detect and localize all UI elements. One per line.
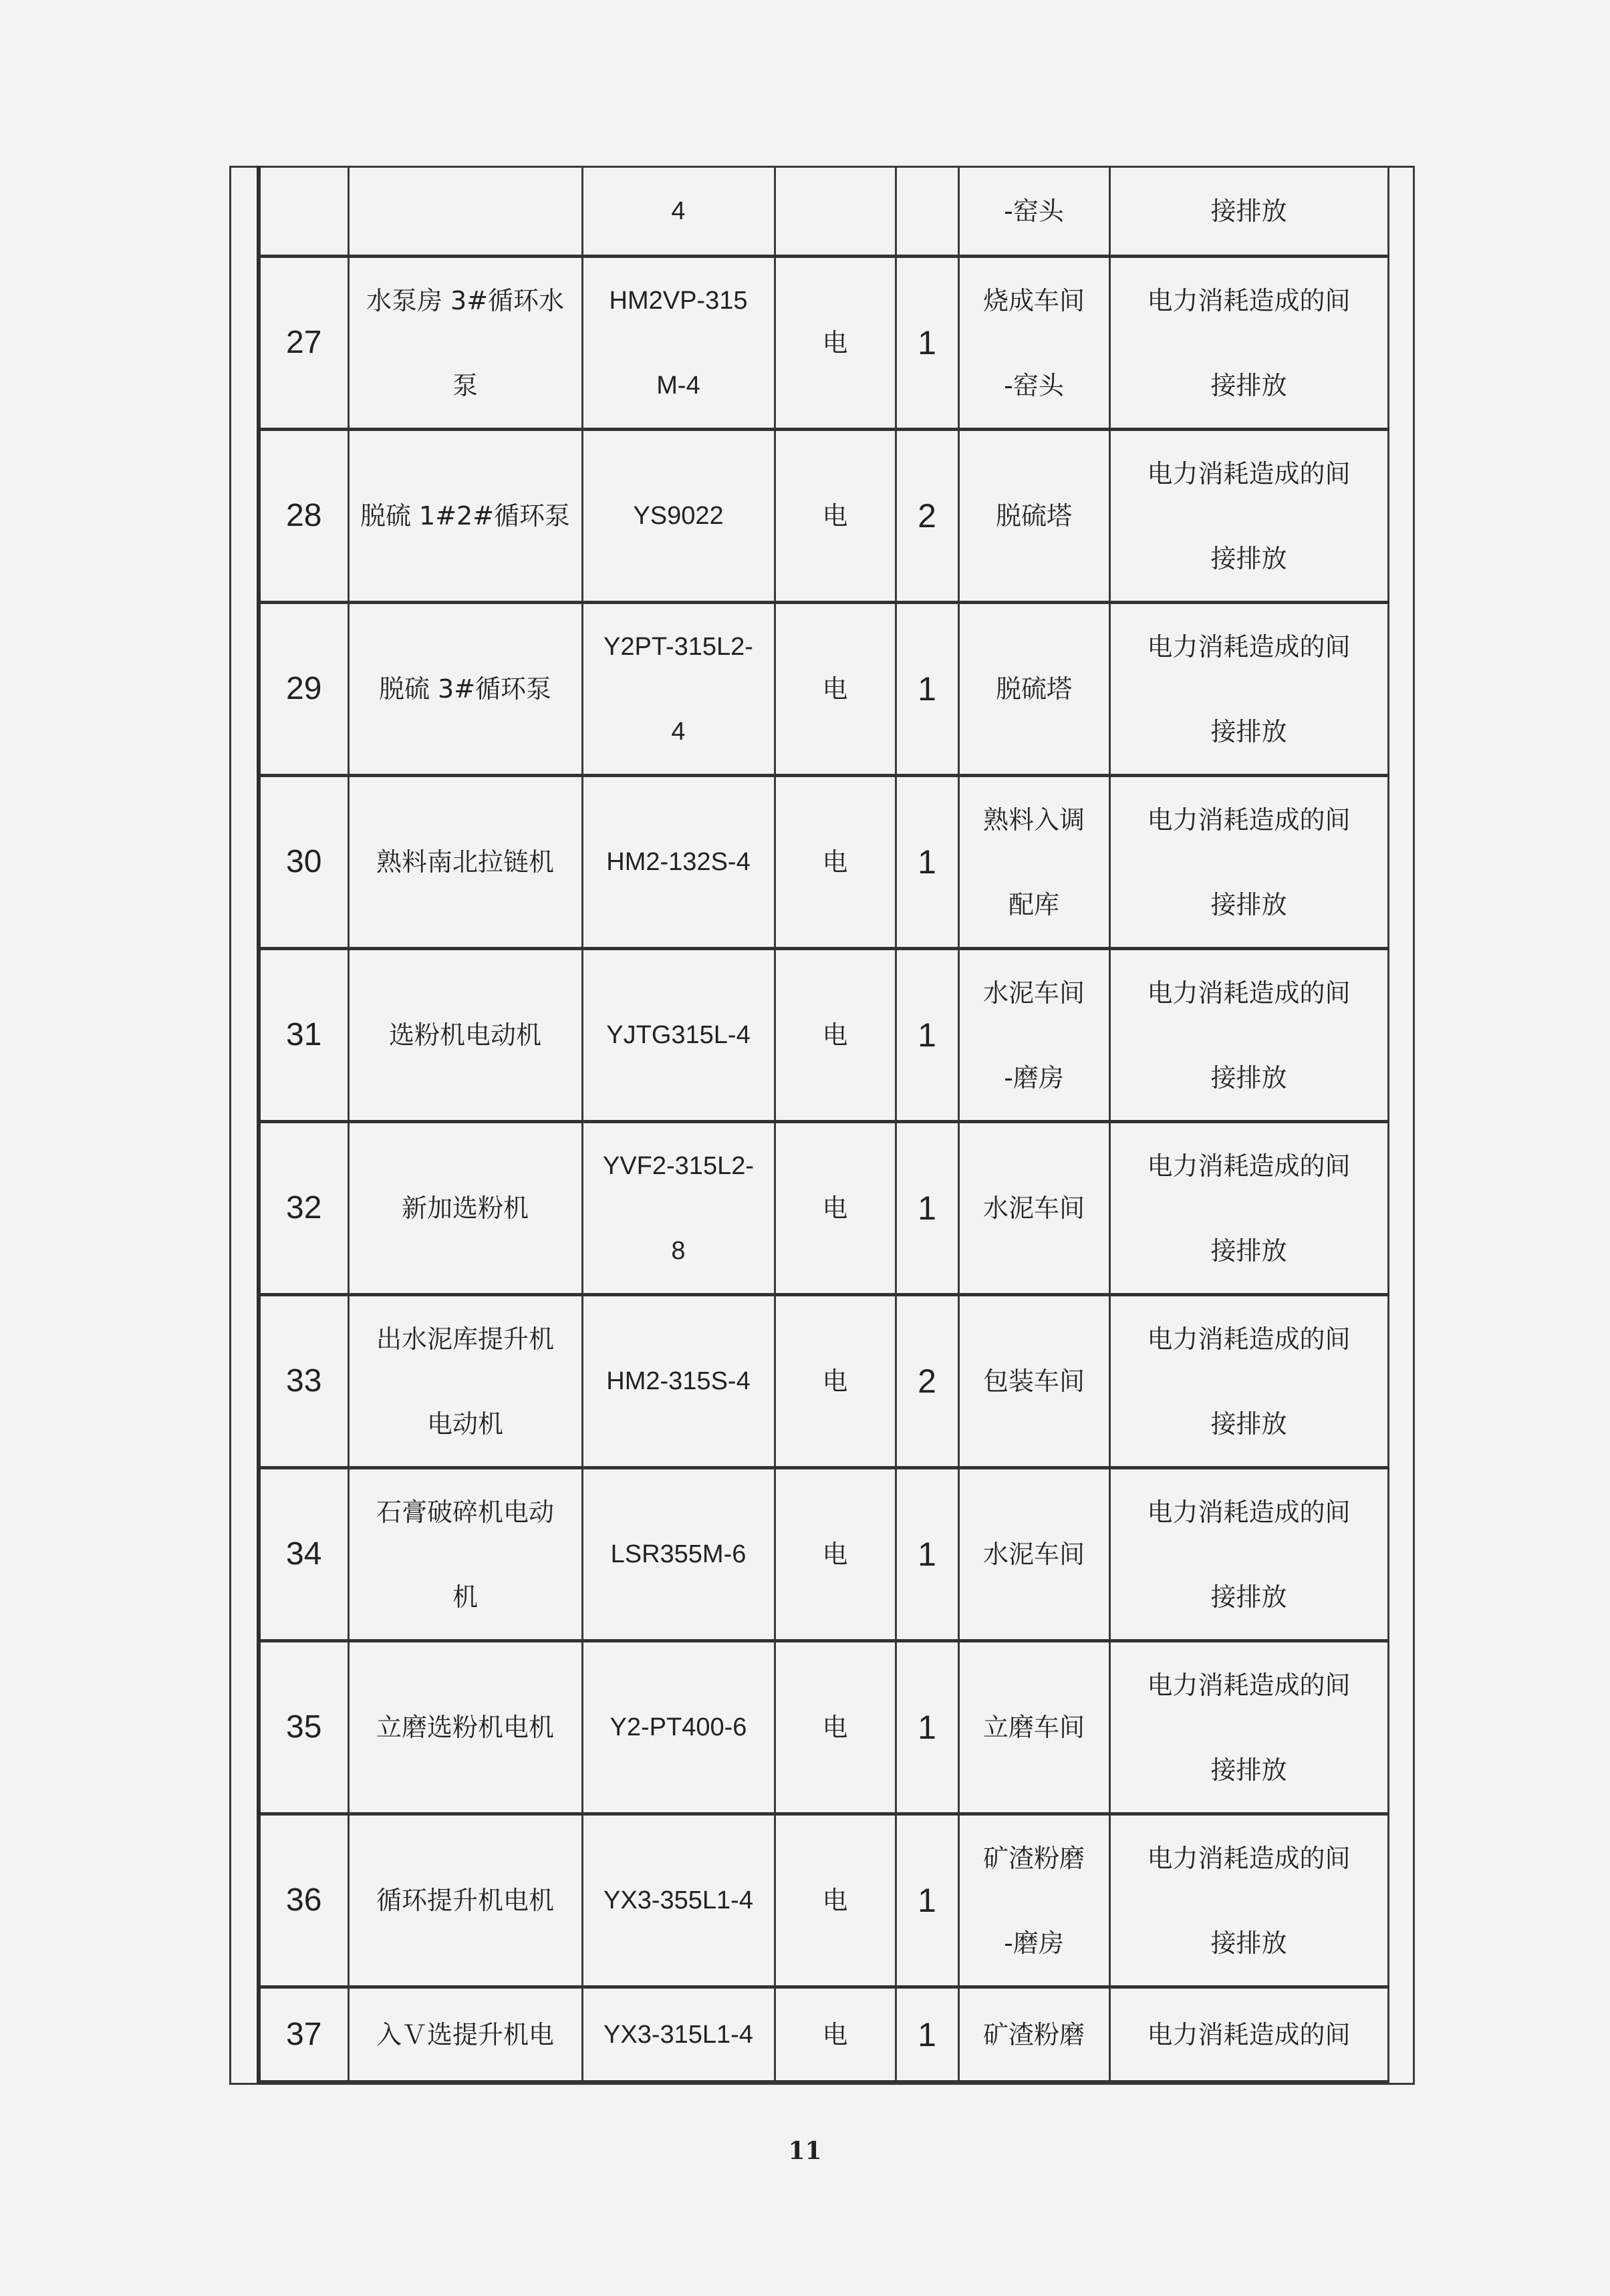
energy-type xyxy=(775,603,896,776)
location xyxy=(958,776,1109,949)
equipment-name-line: 脱硫 1#2#循环泵 xyxy=(360,501,571,531)
energy-type-line: 电 xyxy=(822,1193,848,1223)
location xyxy=(958,1468,1109,1641)
equipment-model xyxy=(582,776,775,949)
row-number xyxy=(259,603,348,776)
equipment-name-line: 立磨选粉机电机 xyxy=(376,1713,554,1742)
equipment-model-line: M-4 xyxy=(656,371,700,400)
equipment-name xyxy=(348,257,582,430)
row-number xyxy=(259,167,348,257)
energy-type xyxy=(775,776,896,949)
emission-type-line: 电力消耗造成的间 xyxy=(1147,1670,1351,1700)
emission-type-line: 电力消耗造成的间 xyxy=(1147,1151,1351,1181)
quantity-line: 1 xyxy=(918,843,936,881)
quantity xyxy=(896,603,958,776)
quantity-line: 1 xyxy=(918,1882,936,1919)
equipment-name-line: 泵 xyxy=(452,370,478,400)
table-row xyxy=(259,1814,1388,1987)
equipment-model-line: YVF2-315L2- xyxy=(602,1151,754,1180)
quantity xyxy=(896,949,958,1122)
equipment-name xyxy=(348,603,582,776)
equipment-name-line: 脱硫 3#循环泵 xyxy=(378,674,552,704)
equipment-name xyxy=(348,1295,582,1468)
energy-type-line: 电 xyxy=(822,1886,848,1915)
quantity-line: 2 xyxy=(918,497,936,535)
quantity xyxy=(896,257,958,430)
location xyxy=(958,1641,1109,1814)
equipment-model-line: HM2VP-315 xyxy=(609,286,748,315)
energy-type-line: 电 xyxy=(822,2019,848,2049)
emission-type xyxy=(1109,1814,1388,1987)
location-line: 水泥车间 xyxy=(982,1193,1085,1223)
location-line: 立磨车间 xyxy=(982,1713,1085,1742)
equipment-model xyxy=(582,167,775,257)
equipment-name xyxy=(348,167,582,257)
row-number-line: 34 xyxy=(286,1536,322,1572)
location-line: 水泥车间 xyxy=(982,978,1085,1008)
row-number xyxy=(259,1295,348,1468)
row-number-line: 28 xyxy=(286,498,322,533)
quantity-line: 1 xyxy=(918,1536,936,1573)
energy-type xyxy=(775,1295,896,1468)
equipment-model xyxy=(582,257,775,430)
energy-type xyxy=(775,1468,896,1641)
equipment-model xyxy=(582,1122,775,1295)
row-number xyxy=(259,1122,348,1295)
emission-type-line: 接排放 xyxy=(1210,716,1287,746)
emission-type-line: 接排放 xyxy=(1210,1928,1287,1958)
table-row xyxy=(259,776,1388,949)
emission-type-line: 接排放 xyxy=(1210,370,1287,400)
quantity-line: 1 xyxy=(918,324,936,362)
table-row xyxy=(259,257,1388,430)
energy-type-line: 电 xyxy=(822,328,848,357)
quantity xyxy=(896,1814,958,1987)
row-number-line: 30 xyxy=(286,844,322,879)
location-line: 烧成车间 xyxy=(982,285,1085,315)
energy-type-line: 电 xyxy=(822,674,848,704)
energy-type-line: 电 xyxy=(822,1020,848,1050)
emission-type xyxy=(1109,1122,1388,1295)
location-line: 脱硫塔 xyxy=(995,501,1072,531)
emission-type xyxy=(1109,949,1388,1122)
table-row xyxy=(259,1295,1388,1468)
equipment-name-line: 新加选粉机 xyxy=(401,1193,529,1223)
equipment-model-line: 4 xyxy=(671,717,686,746)
equipment-table xyxy=(257,166,1389,2084)
emission-type xyxy=(1109,167,1388,257)
equipment-model-line: Y2-PT400-6 xyxy=(610,1713,747,1741)
quantity-line: 1 xyxy=(918,1189,936,1227)
location-line: -磨房 xyxy=(1004,1062,1064,1093)
quantity-line: 1 xyxy=(918,1016,936,1054)
energy-type-line: 电 xyxy=(822,501,848,531)
energy-type-line: 电 xyxy=(822,1713,848,1742)
equipment-name-line: 水泵房 3#循环水 xyxy=(366,285,565,315)
location xyxy=(958,603,1109,776)
emission-type-line: 电力消耗造成的间 xyxy=(1147,631,1351,662)
emission-type-line: 电力消耗造成的间 xyxy=(1147,285,1351,315)
quantity-line: 2 xyxy=(918,1362,936,1400)
quantity-line: 1 xyxy=(918,1709,936,1746)
equipment-name xyxy=(348,949,582,1122)
equipment-model xyxy=(582,1987,775,2082)
emission-type xyxy=(1109,1468,1388,1641)
equipment-name-line: 电动机 xyxy=(426,1409,503,1439)
equipment-model xyxy=(582,1641,775,1814)
emission-type-line: 电力消耗造成的间 xyxy=(1147,2019,1351,2049)
table-row xyxy=(259,1122,1388,1295)
quantity-line: 1 xyxy=(918,670,936,708)
row-number xyxy=(259,1987,348,2082)
quantity xyxy=(896,1122,958,1295)
page-number: 11 xyxy=(788,2137,822,2165)
quantity xyxy=(896,1641,958,1814)
row-number xyxy=(259,949,348,1122)
location xyxy=(958,1814,1109,1987)
quantity xyxy=(896,167,958,257)
table-row xyxy=(259,949,1388,1122)
equipment-name-line: 熟料南北拉链机 xyxy=(376,847,554,877)
quantity xyxy=(896,1987,958,2082)
emission-type-line: 接排放 xyxy=(1210,196,1287,226)
energy-type-line: 电 xyxy=(822,1367,848,1396)
emission-type-line: 电力消耗造成的间 xyxy=(1147,458,1351,488)
location xyxy=(958,1295,1109,1468)
location xyxy=(958,257,1109,430)
equipment-model xyxy=(582,1468,775,1641)
location xyxy=(958,1987,1109,2082)
emission-type xyxy=(1109,1641,1388,1814)
equipment-model-line: YS9022 xyxy=(633,502,724,530)
row-number-line: 36 xyxy=(286,1882,322,1918)
row-number-line: 37 xyxy=(286,2016,322,2052)
row-number-line: 27 xyxy=(286,325,322,360)
row-number xyxy=(259,257,348,430)
equipment-name xyxy=(348,430,582,603)
equipment-name-line: 入Ｖ选提升机电 xyxy=(376,2019,554,2049)
equipment-name-line: 选粉机电动机 xyxy=(388,1020,541,1050)
location xyxy=(958,1122,1109,1295)
equipment-model-line: 8 xyxy=(671,1236,686,1265)
equipment-model-line: YX3-355L1-4 xyxy=(603,1886,753,1914)
location-line: 水泥车间 xyxy=(982,1540,1085,1569)
equipment-name-line: 机 xyxy=(452,1582,478,1612)
energy-type xyxy=(775,1122,896,1295)
equipment-model xyxy=(582,1814,775,1987)
row-number xyxy=(259,1468,348,1641)
equipment-name-line: 出水泥库提升机 xyxy=(376,1324,554,1354)
equipment-model-line: HM2-315S-4 xyxy=(606,1367,751,1395)
location-line: -磨房 xyxy=(1004,1928,1064,1958)
row-number xyxy=(259,1814,348,1987)
energy-type-line: 电 xyxy=(822,1540,848,1569)
equipment-model-line: YJTG315L-4 xyxy=(606,1021,751,1049)
quantity xyxy=(896,1295,958,1468)
equipment-model-line: LSR355M-6 xyxy=(610,1540,747,1568)
table-row xyxy=(259,603,1388,776)
emission-type-line: 电力消耗造成的间 xyxy=(1147,1324,1351,1354)
location-line: -窑头 xyxy=(1004,196,1064,226)
location-line: 矿渣粉磨 xyxy=(982,2019,1085,2049)
equipment-model-line: YX3-315L1-4 xyxy=(603,2020,753,2049)
emission-type-line: 电力消耗造成的间 xyxy=(1147,805,1351,835)
energy-type xyxy=(775,167,896,257)
location xyxy=(958,430,1109,603)
table-row xyxy=(259,1641,1388,1814)
emission-type-line: 接排放 xyxy=(1210,1755,1287,1785)
row-number xyxy=(259,776,348,949)
location-line: 矿渣粉磨 xyxy=(982,1843,1085,1873)
emission-type xyxy=(1109,430,1388,603)
equipment-model xyxy=(582,1295,775,1468)
row-number xyxy=(259,1641,348,1814)
energy-type-line: 电 xyxy=(822,847,848,877)
energy-type xyxy=(775,1641,896,1814)
energy-type xyxy=(775,430,896,603)
emission-type-line: 接排放 xyxy=(1210,1582,1287,1612)
emission-type-line: 接排放 xyxy=(1210,1409,1287,1439)
equipment-model xyxy=(582,603,775,776)
equipment-name-line: 循环提升机电机 xyxy=(376,1886,554,1915)
table-row xyxy=(259,430,1388,603)
emission-type xyxy=(1109,603,1388,776)
row-number xyxy=(259,430,348,603)
location-line: 配库 xyxy=(1008,889,1059,919)
equipment-model xyxy=(582,949,775,1122)
table-row-continuation xyxy=(259,167,1388,257)
emission-type-line: 接排放 xyxy=(1210,1236,1287,1266)
table-row xyxy=(259,1468,1388,1641)
equipment-name xyxy=(348,1814,582,1987)
location-line: 包装车间 xyxy=(982,1367,1085,1396)
quantity xyxy=(896,776,958,949)
emission-type xyxy=(1109,776,1388,949)
quantity xyxy=(896,1468,958,1641)
row-number-line: 32 xyxy=(286,1190,322,1226)
equipment-name xyxy=(348,1987,582,2082)
location xyxy=(958,167,1109,257)
emission-type xyxy=(1109,257,1388,430)
row-number-line: 31 xyxy=(286,1017,322,1052)
row-number-line: 29 xyxy=(286,671,322,706)
table-row xyxy=(259,1987,1388,2082)
energy-type xyxy=(775,949,896,1122)
location-line: -窑头 xyxy=(1004,370,1064,400)
row-number-line: 33 xyxy=(286,1363,322,1399)
equipment-model-line: HM2-132S-4 xyxy=(606,848,751,876)
emission-type-line: 接排放 xyxy=(1210,889,1287,919)
location-line: 熟料入调 xyxy=(982,805,1085,835)
energy-type xyxy=(775,1814,896,1987)
emission-type-line: 电力消耗造成的间 xyxy=(1147,978,1351,1008)
location-line: 脱硫塔 xyxy=(995,674,1072,704)
location xyxy=(958,949,1109,1122)
equipment-model-line: 4 xyxy=(671,197,686,225)
quantity xyxy=(896,430,958,603)
equipment-name xyxy=(348,776,582,949)
equipment-name-line: 石膏破碎机电动 xyxy=(376,1497,554,1527)
equipment-model xyxy=(582,430,775,603)
emission-type xyxy=(1109,1987,1388,2082)
energy-type xyxy=(775,1987,896,2082)
equipment-model-line: Y2PT-315L2- xyxy=(603,632,753,661)
row-number-line: 35 xyxy=(286,1709,322,1745)
quantity-line: 1 xyxy=(918,2015,936,2053)
emission-type-line: 电力消耗造成的间 xyxy=(1147,1843,1351,1873)
equipment-name xyxy=(348,1468,582,1641)
equipment-name xyxy=(348,1641,582,1814)
emission-type xyxy=(1109,1295,1388,1468)
energy-type xyxy=(775,257,896,430)
equipment-name xyxy=(348,1122,582,1295)
emission-type-line: 接排放 xyxy=(1210,543,1287,573)
emission-type-line: 电力消耗造成的间 xyxy=(1147,1497,1351,1527)
emission-type-line: 接排放 xyxy=(1210,1062,1287,1093)
